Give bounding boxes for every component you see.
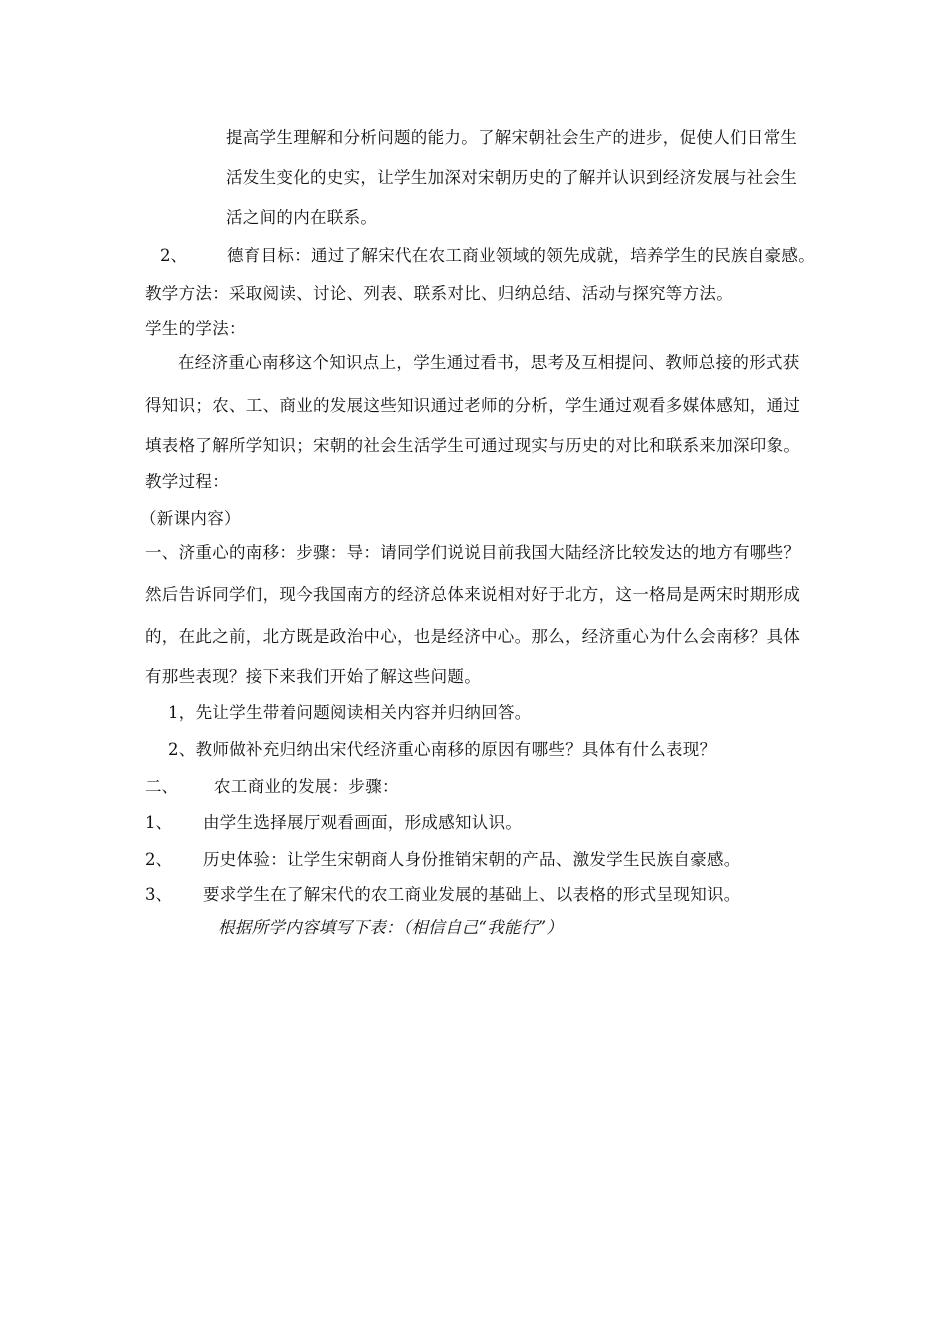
step-item: 由学生选择展厅观看画面，形成感知认识。	[203, 813, 523, 832]
paragraph-line: 有那些表现？接下来我们开始了解这些问题。	[145, 667, 481, 686]
section-number: 二、	[145, 777, 178, 796]
step-number: 2、	[145, 850, 172, 869]
paragraph-line: 活发生变化的史实，让学生加深对宋朝历史的了解并认识到经济发展与社会生	[226, 168, 798, 187]
teaching-methods: 教学方法：采取阅读、讨论、列表、联系对比、归纳总结、活动与探究等方法。	[145, 284, 733, 303]
paragraph-line: 一、济重心的南移：步骤：导：请同学们说说目前我国大陆经济比较发达的地方有哪些？	[145, 543, 801, 562]
step-item: 2、教师做补充归纳出宋代经济重心南移的原因有哪些？具体有什么表现？	[168, 740, 717, 759]
step-item: 要求学生在了解宋代的农工商业发展的基础上、以表格的形式呈现知识。	[203, 885, 741, 904]
paragraph-line: 提高学生理解和分析问题的能力。了解宋朝社会生产的进步，促使人们日常生	[226, 128, 798, 147]
student-method-heading: 学生的学法：	[145, 319, 246, 338]
step-item: 历史体验：让学生宋朝商人身份推销宋朝的产品、激发学生民族自豪感。	[203, 850, 741, 869]
objective-number: 2、	[160, 246, 187, 265]
step-number: 3、	[145, 885, 172, 904]
step-number: 1、	[145, 813, 172, 832]
objective-text: 德育目标：通过了解宋代在农工商业领域的领先成就，培养学生的民族自豪感。	[227, 246, 815, 265]
fill-table-note: 根据所学内容填写下表：（相信自己“我能行”）	[218, 918, 564, 937]
section-title: 农工商业的发展：步骤：	[214, 777, 399, 796]
paragraph-line: 然后告诉同学们，现今我国南方的经济总体来说相对好于北方，这一格局是两宋时期形成	[145, 585, 801, 604]
paragraph-line: 填表格了解所学知识；宋朝的社会生活学生可通过现实与历史的对比和联系来加深印象。	[145, 436, 801, 455]
paragraph-line: 活之间的内在联系。	[226, 208, 378, 227]
paragraph-line: 在经济重心南移这个知识点上，学生通过看书，思考及互相提问、教师总接的形式获	[178, 353, 800, 372]
process-heading: 教学过程：	[145, 472, 229, 491]
paragraph-line: 得知识；农、工、商业的发展这些知识通过老师的分析，学生通过观看多媒体感知，通过	[145, 396, 801, 415]
paragraph-line: 的，在此之前，北方既是政治中心，也是经济中心。那么，经济重心为什么会南移？具体	[145, 627, 801, 646]
step-item: 1，先让学生带着问题阅读相关内容并归纳回答。	[168, 703, 532, 722]
new-content-label: （新课内容）	[140, 509, 241, 528]
